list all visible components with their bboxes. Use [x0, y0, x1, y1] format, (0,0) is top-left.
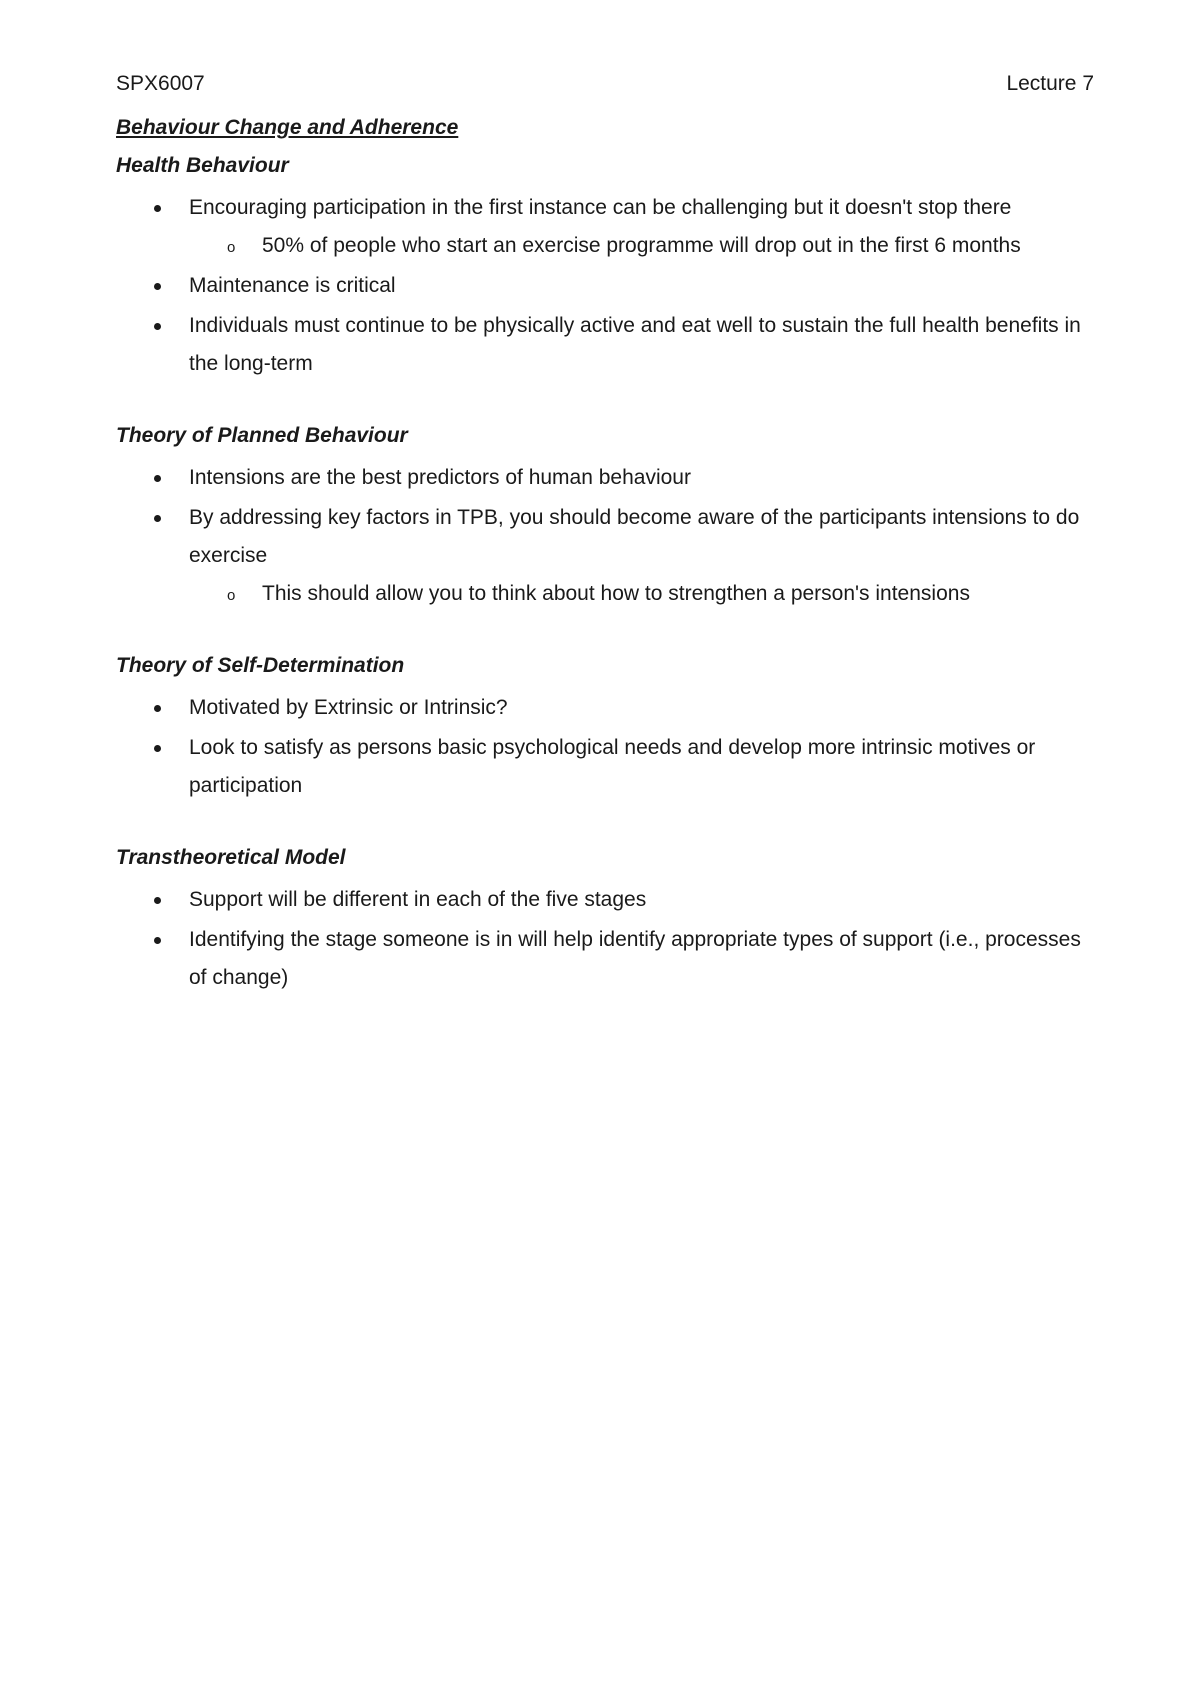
bullet-icon: [154, 515, 161, 522]
list-item: [116, 189, 1096, 265]
bullet-icon: [154, 937, 161, 944]
section-heading: Theory of Planned Behaviour: [116, 424, 408, 447]
sub-list-item-text: 50% of people who start an exercise programme will drop out in the first 6 months: [262, 234, 1021, 257]
page-header: [116, 70, 1094, 98]
section-self-determination: [116, 651, 1096, 805]
list-item: [116, 499, 1096, 613]
list-item-text: Look to satisfy as persons basic psychological needs and develop more intrinsic motives or participation: [189, 736, 1036, 797]
bullet-list: [116, 881, 1096, 997]
list-item: [116, 689, 1096, 727]
sub-bullet-list: [189, 227, 1096, 265]
list-item-text: Intensions are the best predictors of human behaviour: [189, 466, 691, 489]
section-health-behaviour: [116, 151, 1096, 383]
sub-bullet-icon: o: [227, 239, 236, 256]
list-item-text: Encouraging participation in the first instance can be challenging but it doesn't stop there: [189, 196, 1012, 219]
list-item: [116, 307, 1096, 383]
bullet-icon: [154, 283, 161, 290]
list-item: [116, 729, 1096, 805]
sub-bullet-list: [189, 575, 1096, 613]
list-item-text: Support will be different in each of the five stages: [189, 888, 647, 911]
course-code: SPX6007: [116, 72, 205, 95]
section-heading: Transtheoretical Model: [116, 846, 346, 869]
section-planned-behaviour: [116, 421, 1096, 613]
document-title: Behaviour Change and Adherence: [116, 116, 459, 139]
list-item: [116, 267, 1096, 305]
bullet-list: [116, 459, 1096, 613]
bullet-icon: [154, 475, 161, 482]
lecture-number: Lecture 7: [1006, 72, 1094, 95]
bullet-icon: [154, 205, 161, 212]
list-item-text: Motivated by Extrinsic or Intrinsic?: [189, 696, 508, 719]
list-item-text: Individuals must continue to be physically active and eat well to sustain the full health benefits in the long-term: [189, 314, 1081, 375]
bullet-icon: [154, 897, 161, 904]
section-transtheoretical-model: [116, 843, 1096, 997]
list-item-text: Maintenance is critical: [189, 274, 396, 297]
list-item: [116, 921, 1096, 997]
document-body: [116, 113, 1096, 997]
list-item-text: Identifying the stage someone is in will help identify appropriate types of support (i.e., processes of change): [189, 928, 1081, 989]
sub-list-item-text: This should allow you to think about how to strengthen a person's intensions: [262, 582, 970, 605]
sub-list-item: [189, 227, 1096, 265]
section-heading: Theory of Self-Determination: [116, 654, 405, 677]
list-item-text: By addressing key factors in TPB, you should become aware of the participants intensions to do exercise: [189, 506, 1080, 567]
bullet-list: [116, 689, 1096, 805]
list-item: [116, 459, 1096, 497]
bullet-icon: [154, 323, 161, 330]
bullet-icon: [154, 745, 161, 752]
list-item: [116, 881, 1096, 919]
sub-list-item: [189, 575, 1096, 613]
section-heading: Health Behaviour: [116, 154, 289, 177]
bullet-list: [116, 189, 1096, 383]
sub-bullet-icon: o: [227, 587, 236, 604]
bullet-icon: [154, 705, 161, 712]
